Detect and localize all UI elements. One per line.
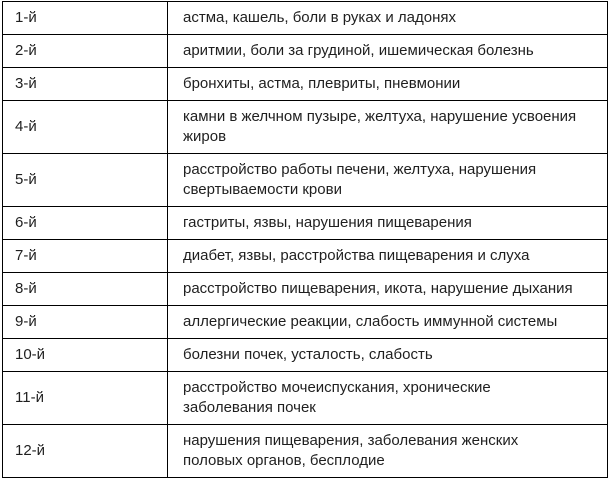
table-row (3, 425, 608, 478)
row-ordinal-cell (3, 101, 168, 154)
table-row (3, 372, 608, 425)
row-ordinal-cell (3, 207, 168, 240)
document-page (0, 1, 610, 474)
row-description-cell (168, 2, 608, 35)
row-ordinal-label: 5-й (15, 171, 37, 188)
row-ordinal-cell (3, 339, 168, 372)
row-description-cell (168, 372, 608, 425)
row-description-text: астма, кашель, боли в руках и ладонях (183, 9, 456, 26)
table-row (3, 207, 608, 240)
row-ordinal-label: 3-й (15, 75, 37, 92)
row-description-cell (168, 68, 608, 101)
row-description-text: расстройство пищеварения, икота, нарушение дыхания (183, 280, 573, 297)
row-description-cell (168, 339, 608, 372)
row-ordinal-label: 10-й (15, 346, 46, 363)
row-ordinal-cell (3, 273, 168, 306)
row-ordinal-label: 2-й (15, 42, 37, 59)
diagnosis-table (2, 1, 608, 478)
row-ordinal-label: 9-й (15, 313, 37, 330)
row-ordinal-label: 4-й (15, 118, 37, 135)
row-ordinal-cell (3, 372, 168, 425)
row-description-cell (168, 273, 608, 306)
row-ordinal-label: 12-й (15, 442, 46, 459)
row-description-text: диабет, язвы, расстройства пищеварения и слуха (183, 247, 530, 264)
table-row (3, 339, 608, 372)
row-description-cell (168, 101, 608, 154)
row-description-text: расстройство мочеиспускания, хронические заболевания почек (183, 379, 491, 416)
row-ordinal-cell (3, 68, 168, 101)
row-description-cell (168, 240, 608, 273)
row-ordinal-cell (3, 240, 168, 273)
row-description-cell (168, 207, 608, 240)
table-row (3, 68, 608, 101)
row-ordinal-label: 6-й (15, 214, 37, 231)
row-ordinal-cell (3, 425, 168, 478)
row-ordinal-cell (3, 306, 168, 339)
row-description-text: расстройство работы печени, желтуха, нарушения свертываемости крови (183, 161, 537, 198)
row-description-text: бронхиты, астма, плевриты, пневмонии (183, 75, 461, 92)
table-row (3, 35, 608, 68)
row-ordinal-cell (3, 154, 168, 207)
diagnosis-table-body (3, 2, 608, 478)
table-row (3, 154, 608, 207)
row-description-cell (168, 154, 608, 207)
row-ordinal-label: 1-й (15, 9, 37, 26)
row-ordinal-label: 11-й (15, 389, 44, 406)
row-ordinal-cell (3, 35, 168, 68)
table-row (3, 240, 608, 273)
row-description-text: гастриты, язвы, нарушения пищеварения (183, 214, 472, 231)
row-description-text: аритмии, боли за грудиной, ишемическая болезнь (183, 42, 534, 59)
row-description-cell (168, 306, 608, 339)
table-row (3, 273, 608, 306)
row-ordinal-cell (3, 2, 168, 35)
row-description-text: болезни почек, усталость, слабость (183, 346, 433, 363)
table-row (3, 2, 608, 35)
row-ordinal-label: 8-й (15, 280, 37, 297)
row-description-text: аллергические реакции, слабость иммунной системы (183, 313, 558, 330)
row-description-cell (168, 425, 608, 478)
row-description-text: камни в желчном пузыре, желтуха, нарушение усвоения жиров (183, 108, 577, 145)
table-row (3, 101, 608, 154)
table-row (3, 306, 608, 339)
row-description-cell (168, 35, 608, 68)
row-ordinal-label: 7-й (15, 247, 37, 264)
row-description-text: нарушения пищеварения, заболевания женских половых органов, бесплодие (183, 432, 519, 469)
